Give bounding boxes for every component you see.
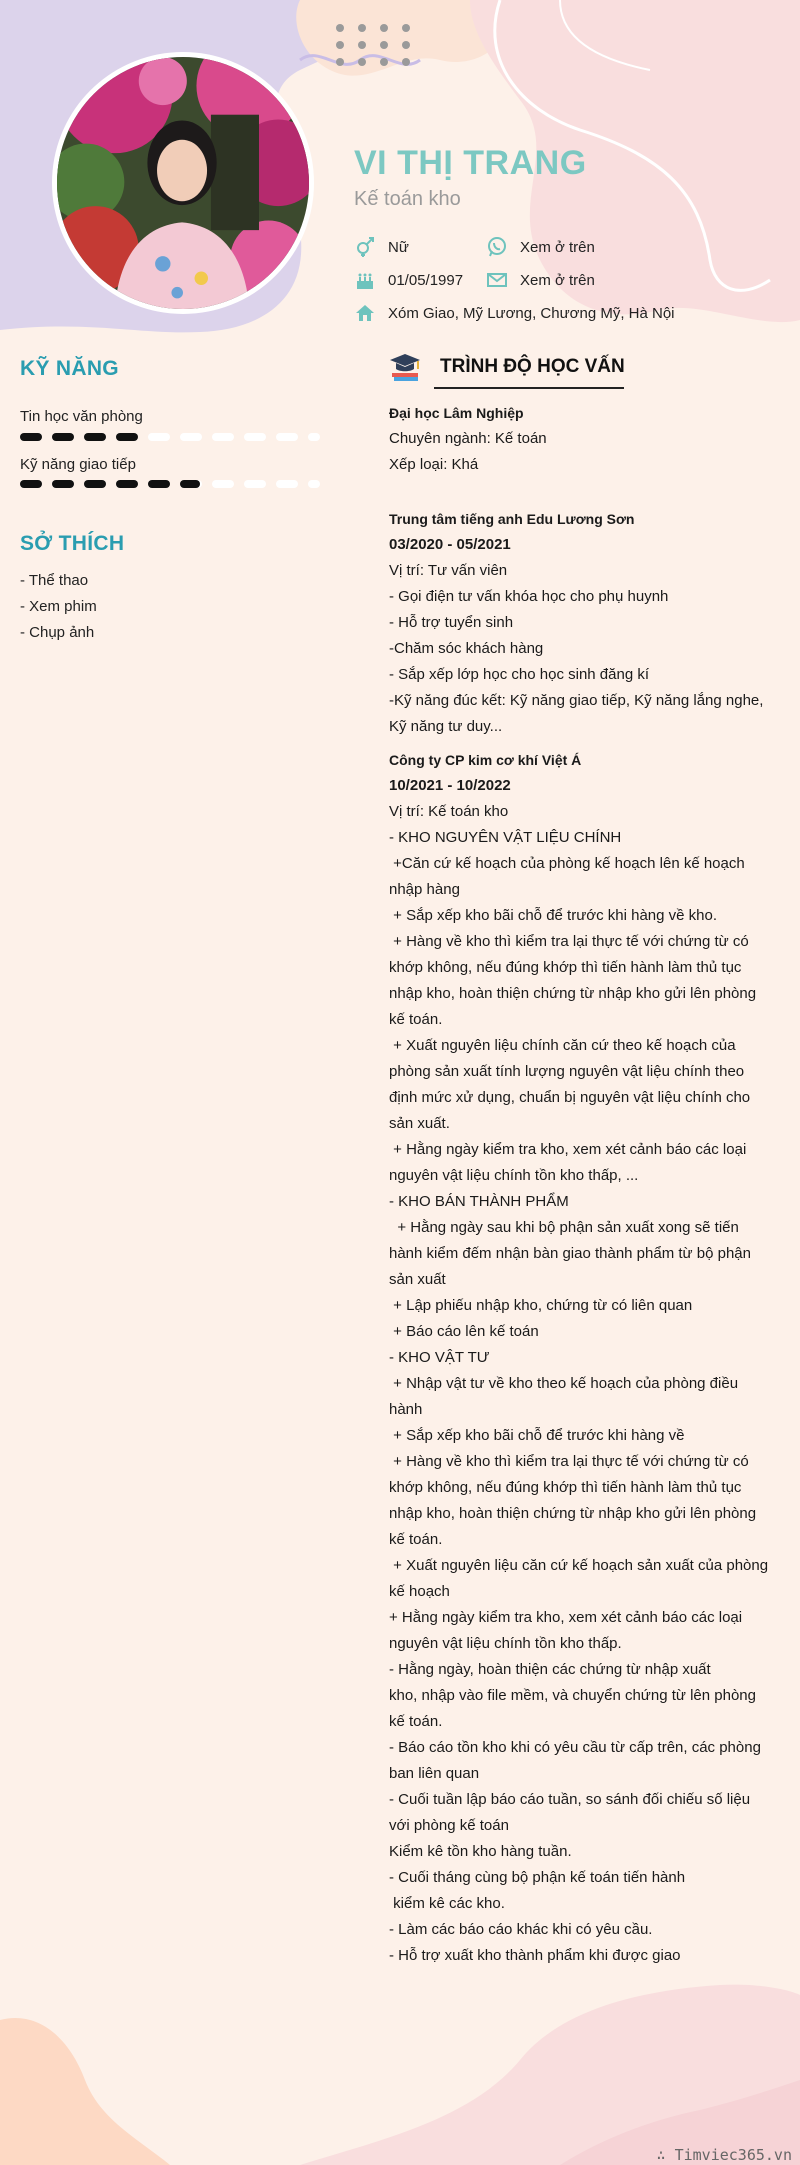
experience-line: kế toán.: [389, 1531, 443, 1548]
experience-line: - Cuối tuần lập báo cáo tuần, so sánh đối chiếu số liệu: [389, 1791, 751, 1808]
skill-bar-communication: [20, 479, 320, 489]
work-period: 10/2021 - 10/2022: [389, 777, 511, 794]
job-title: Kế toán kho: [354, 188, 461, 210]
experience-line: - Làm các báo cáo khác khi có yêu cầu.: [389, 1921, 653, 1938]
skill-bar-fill-segment: [84, 433, 106, 441]
experience-line: - Gọi điện tư vấn khóa học cho phụ huynh: [389, 588, 669, 605]
experience-line: + Sắp xếp kho bãi chỗ để trước khi hàng về: [389, 1427, 685, 1444]
skills-title: KỸ NĂNG: [20, 357, 119, 380]
experience-line: sản xuất: [389, 1271, 446, 1288]
experience-line: + Hàng về kho thì kiểm tra lại thực tế với chứng từ có: [389, 933, 749, 950]
experience-line: - Hằng ngày, hoàn thiện các chứng từ nhập xuất: [389, 1661, 711, 1678]
skill-bar-fill-segment: [52, 480, 74, 488]
experience-line: kế toán.: [389, 1011, 443, 1028]
experience-line: + Xuất nguyên liệu chính căn cứ theo kế hoạch của: [389, 1037, 736, 1054]
experience-line: - Hỗ trợ xuất kho thành phẩm khi được giao: [389, 1947, 681, 1964]
experience-line: hành: [389, 1401, 423, 1418]
gender-row: [354, 236, 409, 258]
hobby-item: - Xem phim: [20, 598, 97, 615]
gender-value: Nữ: [388, 238, 409, 256]
experience-line: phòng sản xuất tính lượng nguyên vật liệu chính theo: [389, 1063, 745, 1080]
skill-label-communication: Kỹ năng giao tiếp: [20, 456, 136, 473]
experience-line: + Sắp xếp kho bãi chỗ để trước khi hàng về kho.: [389, 907, 717, 924]
skill-bar-office: [20, 432, 320, 442]
phone-value: Xem ở trên: [520, 238, 595, 256]
address-value: Xóm Giao, Mỹ Lương, Chương Mỹ, Hà Nội: [388, 304, 675, 322]
experience-line: -Kỹ năng đúc kết: Kỹ năng giao tiếp, Kỹ năng lắng nghe,: [389, 692, 764, 709]
home-icon: [354, 302, 376, 324]
skill-label-office: Tin học văn phòng: [20, 408, 143, 425]
profile-photo: [52, 52, 314, 314]
experience-line: - Báo cáo tồn kho khi có yêu cầu từ cấp trên, các phòng: [389, 1739, 761, 1756]
gender-icon: [354, 236, 376, 258]
experience-line: -Chăm sóc khách hàng: [389, 640, 544, 657]
skill-bar-track-segment: [308, 480, 320, 488]
experience-line: +Căn cứ kế hoạch của phòng kế hoạch lên kế hoạch: [389, 855, 745, 872]
email-value: Xem ở trên: [520, 271, 595, 289]
skill-bar-fill-segment: [20, 433, 42, 441]
phone-icon: [486, 236, 508, 258]
experience-line: + Hằng ngày kiểm tra kho, xem xét cảnh báo các loại: [389, 1609, 743, 1626]
company-name: Công ty CP kim cơ khí Việt Á: [389, 752, 582, 768]
experience-line: nguyên vật liệu chính tồn kho thấp.: [389, 1635, 622, 1652]
experience-line: hành kiểm đếm nhận bàn giao thành phẩm từ bộ phận: [389, 1245, 751, 1262]
skill-bar-track-segment: [212, 433, 234, 441]
work-period: 03/2020 - 05/2021: [389, 536, 511, 553]
experience-line: + Nhập vật tư về kho theo kế hoạch của phòng điều: [389, 1375, 739, 1392]
birthday-row: [354, 269, 463, 291]
school-name: Đại học Lâm Nghiệp: [389, 405, 524, 421]
experience-line: định mức xử dụng, chuẩn bị nguyên vật liệu chính cho: [389, 1089, 751, 1106]
skill-bar-fill-segment: [116, 480, 138, 488]
skill-bar-track-segment: [276, 433, 298, 441]
education-title: TRÌNH ĐỘ HỌC VẤN: [440, 356, 625, 377]
experience-line: - Hỗ trợ tuyển sinh: [389, 614, 514, 631]
watermark: ∴ Timviec365.vn: [656, 2146, 792, 2164]
hobby-item: - Chụp ảnh: [20, 624, 95, 641]
email-row: [486, 269, 595, 291]
birthday-cake-icon: [354, 269, 376, 291]
experience-line: + Lập phiếu nhập kho, chứng từ có liên quan: [389, 1297, 693, 1314]
email-icon: [486, 269, 508, 291]
experience-block-2: [389, 747, 769, 1969]
education-header: [388, 350, 624, 390]
experience-lines: [389, 558, 769, 740]
experience-line: ban liên quan: [389, 1765, 480, 1782]
skill-bar-fill-segment: [84, 480, 106, 488]
experience-line: khớp không, nếu đúng khớp thì tiến hành làm thủ tục: [389, 1479, 742, 1496]
experience-line: + Hằng ngày sau khi bộ phận sản xuất xong sẽ tiến: [389, 1219, 739, 1236]
experience-line: - KHO VẬT TƯ: [389, 1349, 490, 1366]
birthday-value: 01/05/1997: [388, 271, 464, 289]
hobby-item: - Thể thao: [20, 572, 89, 589]
experience-line: Vị trí: Tư vấn viên: [389, 562, 508, 579]
phone-row: [486, 236, 595, 258]
skill-bar-fill-segment: [20, 480, 42, 488]
watermark-text: Timviec365.vn: [674, 2146, 792, 2164]
experience-line: - KHO NGUYÊN VẬT LIỆU CHÍNH: [389, 829, 622, 846]
skill-bar-fill-segment: [148, 480, 170, 488]
candidate-name: VI THỊ TRANG: [354, 144, 587, 182]
experience-line: + Hằng ngày kiểm tra kho, xem xét cảnh báo các loại: [389, 1141, 747, 1158]
experience-line: nhập hàng: [389, 881, 460, 898]
skill-bar-fill-segment: [116, 433, 138, 441]
skill-bar-fill-segment: [52, 433, 74, 441]
experience-line: Kiểm kê tồn kho hàng tuần.: [389, 1843, 572, 1860]
address-row: [354, 302, 675, 324]
experience-line: nhập kho, hoàn thiện chứng từ nhập kho gửi lên phòng: [389, 985, 757, 1002]
skill-bar-track-segment: [148, 433, 170, 441]
experience-block-1: [389, 506, 769, 740]
experience-line: nguyên vật liệu chính tồn kho thấp, ...: [389, 1167, 639, 1184]
experience-line: kế hoạch: [389, 1583, 450, 1600]
experience-line: kiểm kê các kho.: [389, 1895, 505, 1912]
experience-line: - Sắp xếp lớp học cho học sinh đăng kí: [389, 666, 649, 683]
skill-bar-track-segment: [276, 480, 298, 488]
experience-line: kho, nhập vào file mềm, và chuyển chứng từ lên phòng: [389, 1687, 756, 1704]
experience-line: + Báo cáo lên kế toán: [389, 1323, 539, 1340]
skill-bar-track-segment: [244, 433, 266, 441]
experience-line: + Hàng về kho thì kiểm tra lại thực tế với chứng từ có: [389, 1453, 749, 1470]
school-major: Chuyên ngành: Kế toán: [389, 430, 547, 447]
experience-line: - KHO BÁN THÀNH PHẨM: [389, 1193, 569, 1210]
education-title-underline: [434, 387, 624, 389]
hobbies-title: SỞ THÍCH: [20, 532, 125, 555]
experience-line: với phòng kế toán: [389, 1817, 509, 1834]
experience-line: nhập kho, hoàn thiện chứng từ nhập kho gửi lên phòng: [389, 1505, 757, 1522]
skill-bar-track-segment: [212, 480, 234, 488]
company-name: Trung tâm tiếng anh Edu Lương Sơn: [389, 511, 635, 527]
skill-bar-track-segment: [180, 433, 202, 441]
education-block: [389, 400, 769, 478]
skill-bar-fill-segment: [180, 480, 200, 488]
graduation-cap-icon: [388, 350, 422, 384]
skill-bar-track-segment: [244, 480, 266, 488]
experience-line: sản xuất.: [389, 1115, 450, 1132]
experience-line: + Xuất nguyên liệu căn cứ kế hoạch sản xuất của phòng: [389, 1557, 769, 1574]
school-grade: Xếp loại: Khá: [389, 456, 479, 473]
experience-line: khớp không, nếu đúng khớp thì tiến hành làm thủ tục: [389, 959, 742, 976]
skill-bar-track-segment: [308, 433, 320, 441]
experience-line: Kỹ năng tư duy...: [389, 718, 503, 735]
experience-line: Vị trí: Kế toán kho: [389, 803, 509, 820]
experience-line: - Cuối tháng cùng bộ phận kế toán tiến hành: [389, 1869, 686, 1886]
experience-lines: [389, 799, 769, 1969]
experience-line: kế toán.: [389, 1713, 443, 1730]
